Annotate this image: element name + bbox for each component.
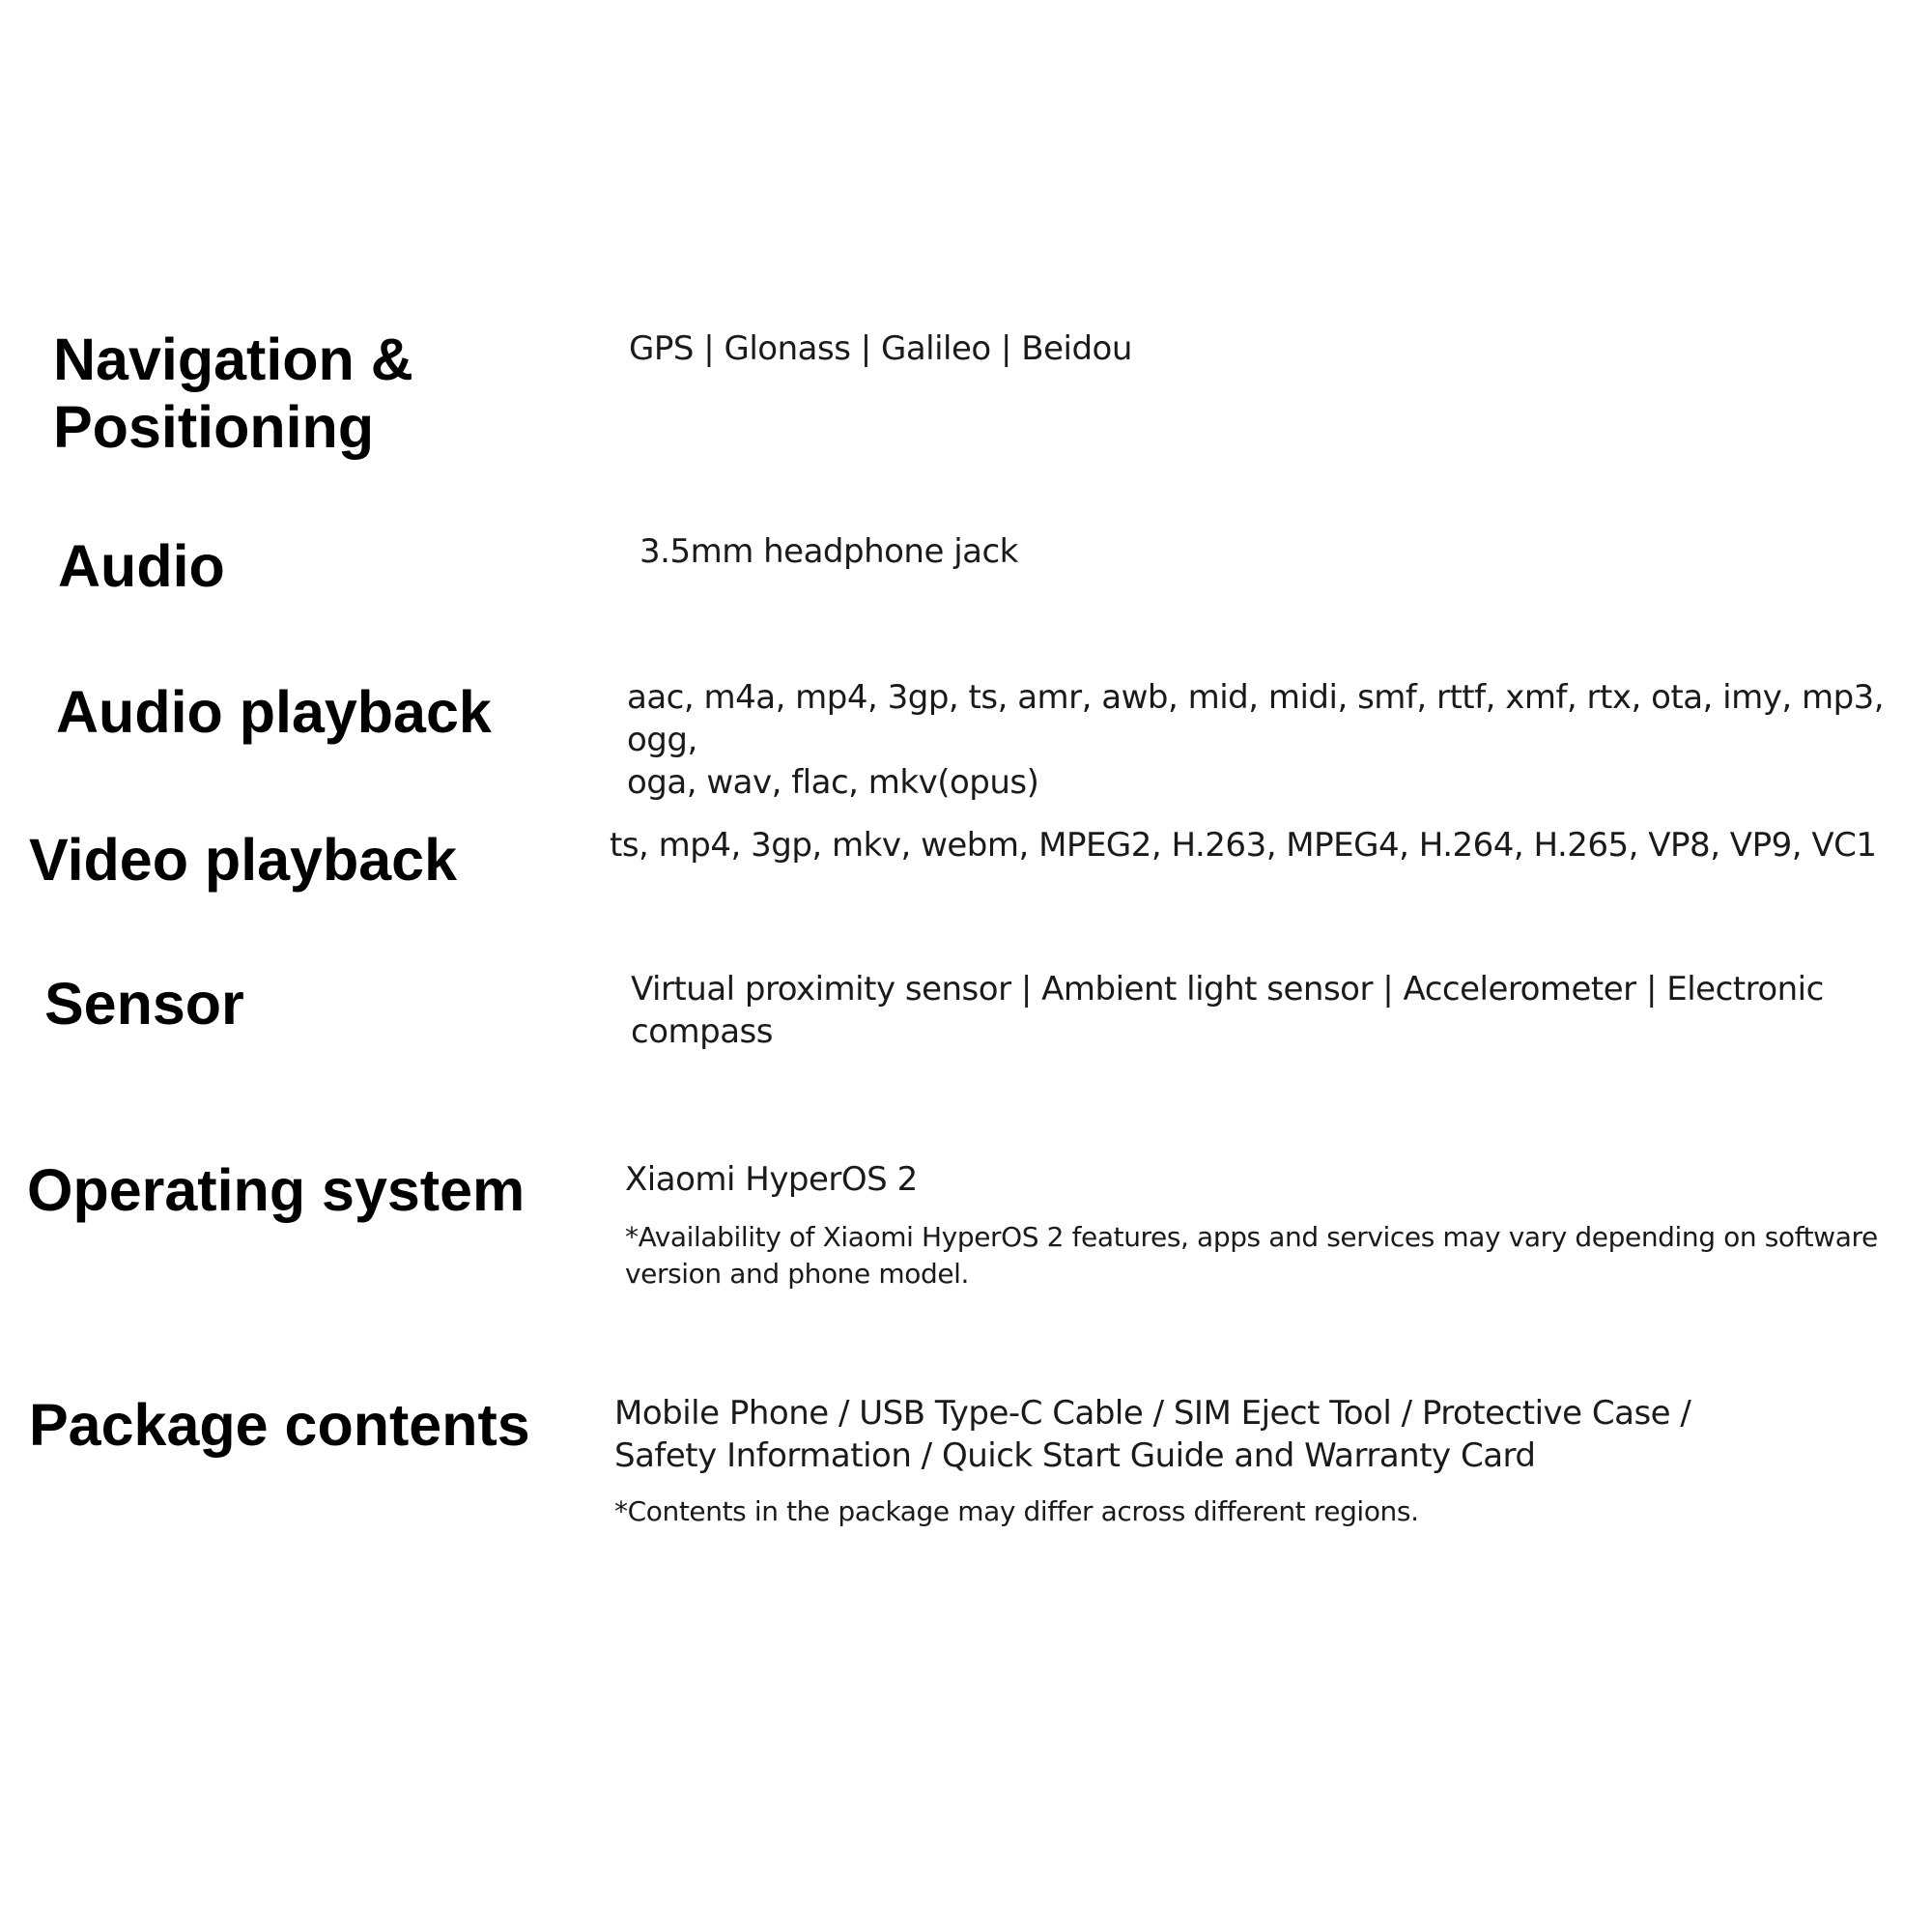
package-contents-note: *Contents in the package may differ across different regions.: [614, 1495, 1419, 1527]
audio-playback-label: Audio playback: [56, 679, 492, 745]
operating-system-value: Xiaomi HyperOS 2: [625, 1160, 918, 1199]
sensor-label: Sensor: [44, 971, 244, 1037]
operating-system-note: [625, 1219, 1878, 1293]
operating-system-note-line2: version and phone model.: [625, 1258, 970, 1290]
audio-playback-value-line2: oga, wav, flac, mkv(opus): [627, 763, 1039, 802]
navigation-label-line2: Positioning: [53, 394, 375, 460]
video-playback-value: ts, mp4, 3gp, mkv, webm, MPEG2, H.263, MPEG4, H.264, H.265, VP8, VP9, VC1: [610, 826, 1877, 865]
navigation-positioning-value: GPS | Glonass | Galileo | Beidou: [629, 329, 1132, 368]
audio-playback-value-line1: aac, m4a, mp4, 3gp, ts, amr, awb, mid, midi, smf, rttf, xmf, rtx, ota, imy, mp3, ogg,: [627, 678, 1885, 759]
package-contents-value-line2: Safety Information / Quick Start Guide and Warranty Card: [614, 1436, 1536, 1475]
audio-playback-value: [627, 676, 1932, 804]
video-playback-label: Video playback: [29, 827, 458, 893]
sensor-value: [631, 968, 1824, 1053]
sensor-value-line1: Virtual proximity sensor | Ambient light sensor | Accelerometer | Electronic: [631, 970, 1824, 1009]
audio-label: Audio: [58, 533, 225, 599]
sensor-value-line2: compass: [631, 1012, 773, 1051]
audio-value: 3.5mm headphone jack: [639, 532, 1018, 571]
operating-system-label: Operating system: [27, 1157, 526, 1223]
navigation-positioning-label: [53, 326, 413, 461]
package-contents-label: Package contents: [29, 1392, 530, 1458]
navigation-label-line1: Navigation &: [53, 327, 413, 392]
operating-system-note-line1: *Availability of Xiaomi HyperOS 2 features, apps and services may vary depending on software: [625, 1221, 1878, 1253]
package-contents-value-line1: Mobile Phone / USB Type-C Cable / SIM Eject Tool / Protective Case /: [614, 1394, 1691, 1433]
package-contents-value: [614, 1392, 1690, 1477]
